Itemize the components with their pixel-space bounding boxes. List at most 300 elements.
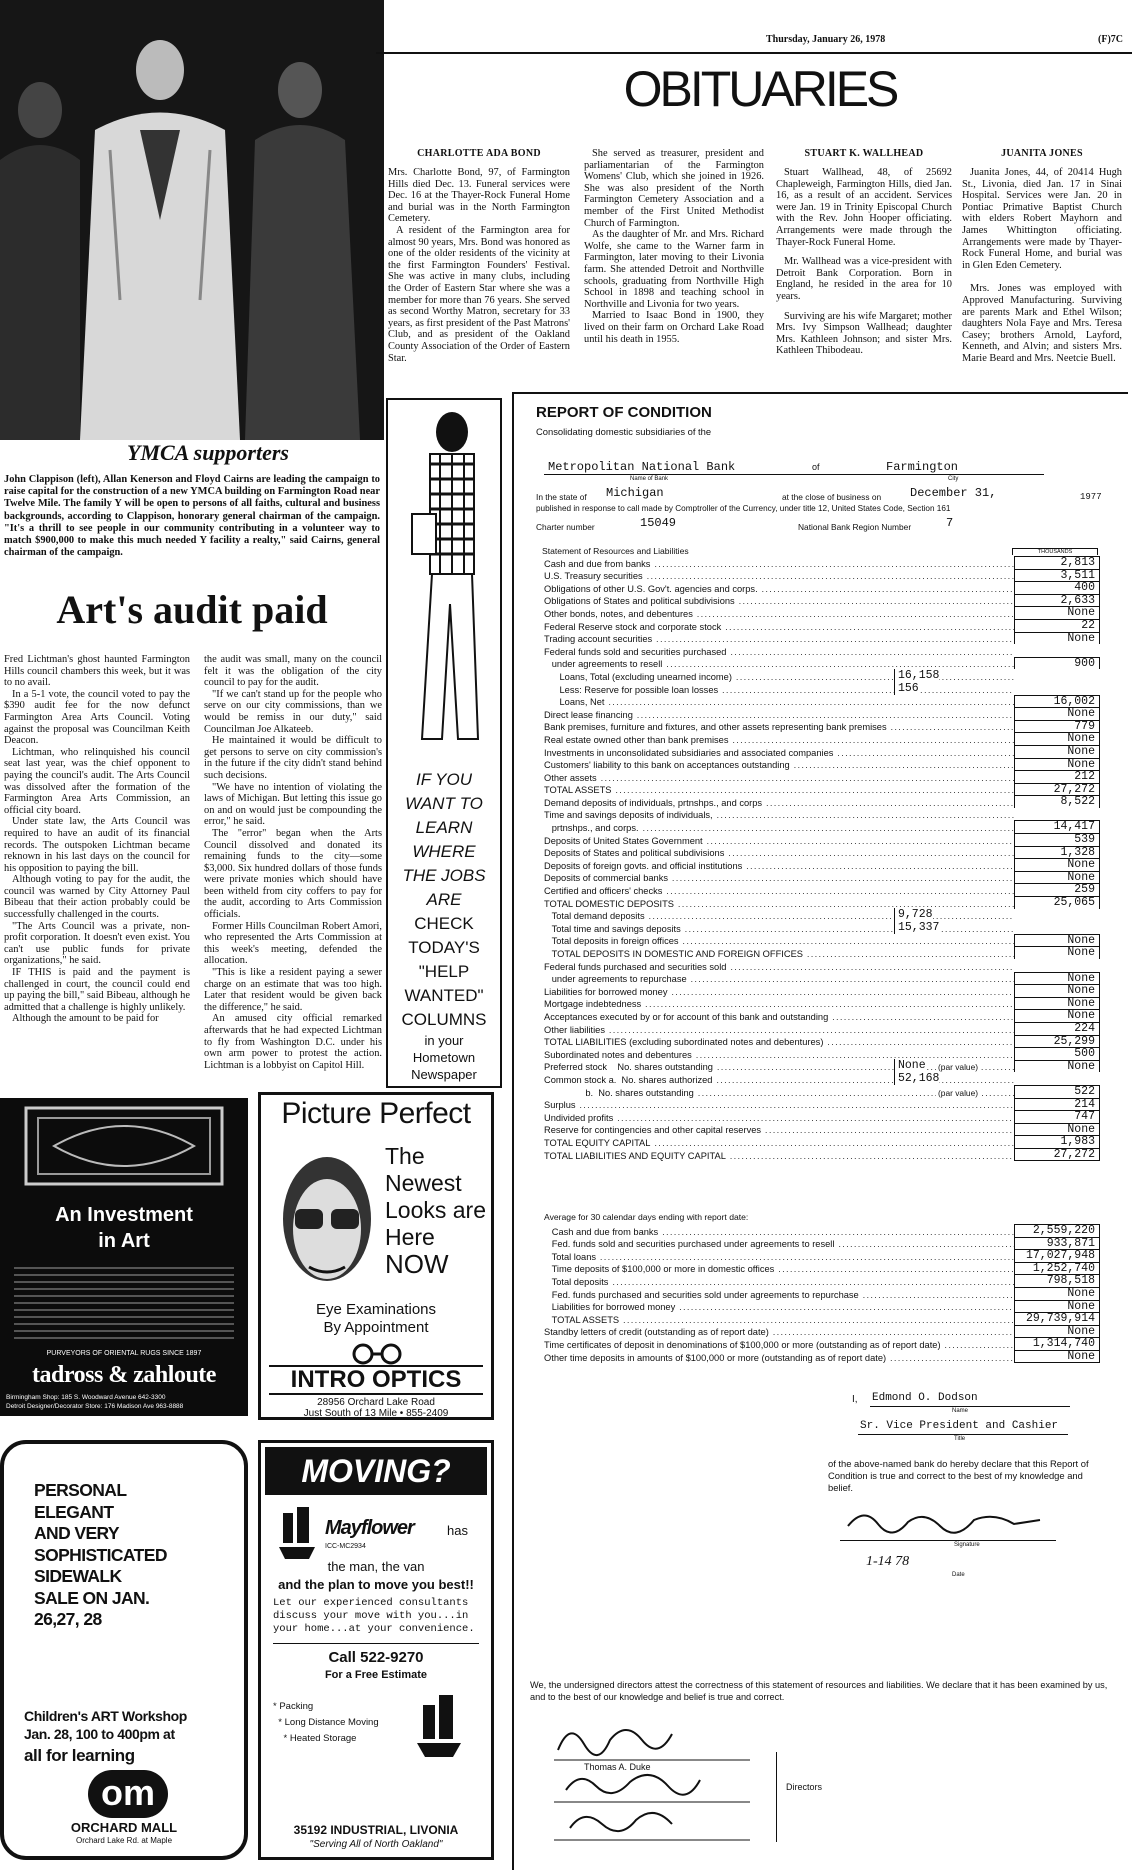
report-row-value: 8,522 bbox=[1014, 795, 1100, 808]
report-row-subvalue: 156 bbox=[894, 682, 919, 695]
report-row bbox=[544, 619, 1100, 632]
bank-name: Metropolitan National Bank bbox=[548, 460, 736, 474]
report-row-value: None bbox=[1014, 972, 1100, 985]
report-row-label: Other assets ..... bbox=[544, 773, 1014, 783]
audit-paragraph: Although the amount to be paid for bbox=[12, 1013, 159, 1025]
audit-paragraph: "If we can't stand up for the people who serve on our city commissions, than we would be remiss in our duty," said Councilman Joe Alkateeb. bbox=[204, 688, 382, 735]
rug-tagline: PURVEYORS OF ORIENTAL RUGS SINCE 1897 bbox=[46, 1350, 202, 1357]
state-label: In the state of bbox=[536, 492, 587, 502]
report-row-label: Reserve for contingencies and other capital reserves ..... bbox=[544, 1125, 1014, 1135]
report-row-label: Deposits of commercial banks ..... bbox=[544, 873, 1014, 883]
jobs-line: CHECK bbox=[414, 914, 474, 933]
report-row-label: Fed. funds purchased and securities sold under agreements to repurchase ..... bbox=[544, 1290, 1014, 1300]
report-row-label: Total deposits ..... bbox=[544, 1277, 1014, 1287]
report-row-label: TOTAL LIABILITIES (excluding subordinated notes and debentures) ..... bbox=[544, 1037, 1014, 1047]
moving-brand: Mayflower bbox=[325, 1517, 414, 1539]
audit-paragraph: An amused city official remarked afterwards that he had expected Lichtman to fly from Washington D.C. under his own arm power to protest the action. Lichtman is a lobbyist on Capitol Hill. bbox=[204, 1013, 382, 1071]
report-row-value: None bbox=[1014, 745, 1100, 758]
report-of-condition bbox=[512, 392, 1128, 1870]
report-row-value: None bbox=[1014, 758, 1100, 771]
mayflower-moving-ad bbox=[258, 1440, 494, 1860]
report-row-value: None bbox=[1014, 1350, 1100, 1363]
report-row bbox=[544, 997, 1100, 1010]
jobs-ad-text bbox=[388, 768, 500, 1083]
jobs-line: IF YOU bbox=[415, 770, 473, 789]
report-row-value: None bbox=[1014, 997, 1100, 1010]
optics-address-1: 28956 Orchard Lake Road bbox=[317, 1397, 435, 1408]
state-value: Michigan bbox=[606, 486, 664, 500]
report-row bbox=[544, 1287, 1100, 1300]
report-row-value: None bbox=[1014, 984, 1100, 997]
rug-headline-2: in Art bbox=[98, 1230, 150, 1252]
jobs-line: Newspaper bbox=[411, 1067, 477, 1082]
audit-paragraph: "This is like a resident paying a sewer charge on an estimate that was too high. Later that resident would be given back the difference," he said. bbox=[204, 967, 382, 1013]
report-row-value: None bbox=[1014, 858, 1100, 871]
report-row bbox=[544, 1123, 1100, 1136]
report-row-label: Obligations of other U.S. Gov't. agencies and corps. ..... bbox=[544, 584, 1014, 594]
report-row-label: Other liabilities ..... bbox=[544, 1025, 1014, 1035]
jobs-line: WANTED" bbox=[404, 986, 484, 1005]
declaration: of the above-named bank do hereby declare that this Report of Condition is true and correct to the best of my knowledge and belief. bbox=[828, 1458, 1089, 1493]
jobs-line: Hometown bbox=[412, 1050, 476, 1065]
report-row-label: Obligations of States and political subdivisions ..... bbox=[544, 596, 1014, 606]
report-row bbox=[544, 1098, 1100, 1111]
report-row bbox=[544, 1135, 1100, 1148]
report-row bbox=[544, 1312, 1100, 1325]
signer-title-label: Title bbox=[954, 1436, 966, 1442]
rug-copy-texture bbox=[14, 1262, 234, 1342]
report-row-value: 500 bbox=[1014, 1047, 1100, 1060]
report-row bbox=[544, 632, 1100, 645]
report-row-label: TOTAL ASSETS ..... bbox=[544, 785, 1014, 795]
report-row-label: Federal funds sold and securities purchased ..... bbox=[544, 647, 1014, 657]
report-row-label: Demand deposits of individuals, prtnshps., and corps ..... bbox=[544, 798, 1014, 808]
report-row-label: Deposits of foreign govts. and official institutions ..... bbox=[544, 861, 1014, 871]
report-row-value: 1,328 bbox=[1014, 846, 1100, 859]
report-row-value: None bbox=[1014, 934, 1100, 947]
rug-footer-1: Birmingham Shop: 185 S. Woodward Avenue 642-3300 bbox=[6, 1394, 166, 1401]
report-row-value bbox=[1014, 909, 1100, 922]
report-row-label: Mortgage indebtedness ..... bbox=[544, 999, 1014, 1009]
orchard-mall-ad bbox=[0, 1440, 248, 1860]
report-row bbox=[544, 1110, 1100, 1123]
report-subtitle: Consolidating domestic subsidiaries of the bbox=[536, 426, 712, 437]
report-row-value: 224 bbox=[1014, 1022, 1100, 1035]
director-signatures-icon bbox=[550, 1710, 750, 1850]
average-table bbox=[544, 1224, 1100, 1363]
optics-address-2: Just South of 13 Mile • 855-2409 bbox=[303, 1408, 449, 1419]
optics-lines bbox=[385, 1143, 493, 1278]
jobs-line: COLUMNS bbox=[401, 1010, 487, 1029]
report-row bbox=[544, 606, 1100, 619]
header-rule bbox=[376, 52, 1132, 54]
optics-exam-2: By Appointment bbox=[323, 1319, 429, 1336]
region-number: 7 bbox=[946, 516, 954, 530]
report-row bbox=[544, 783, 1100, 796]
obit-name: CHARLOTTE ADA BOND bbox=[417, 148, 541, 159]
report-row bbox=[544, 795, 1100, 808]
jobs-line: WANT TO bbox=[405, 794, 483, 813]
report-row bbox=[544, 581, 1100, 594]
report-row-label: Cash and due from banks ..... bbox=[544, 1227, 1014, 1237]
report-row bbox=[544, 1350, 1100, 1363]
audit-paragraph: Former Hills Councilman Robert Amori, who represented the Arts Commission at this week's meeting, defended the allocation. bbox=[204, 920, 382, 967]
report-row-value bbox=[1014, 808, 1100, 821]
signer-name: Edmond O. Dodson bbox=[872, 1392, 978, 1404]
average-label: Average for 30 calendar days ending with report date: bbox=[544, 1212, 749, 1222]
report-row-value: 22 bbox=[1014, 619, 1100, 632]
charter-label: Charter number bbox=[536, 522, 595, 532]
report-row-value bbox=[1014, 1072, 1100, 1085]
report-row-value: None bbox=[1014, 1300, 1100, 1313]
report-row-value: None bbox=[1014, 1123, 1100, 1136]
published-note: published in response to call made by Comptroller of the Currency, under title 12, United States Code, Section 161 bbox=[536, 504, 951, 513]
report-row-value: 779 bbox=[1014, 720, 1100, 733]
obit-paragraph: Stuart Wallhead, 48, of 25692 Chapleweigh, Farmington Hills, died Jan. 16, as a result of an accident. Services were Jan. 19 in Trinity Episcopal Church with the Rev. John Hooper officiating. Arrangements were made through the Thayer-Rock Funeral Home. bbox=[776, 167, 952, 248]
mall-line: SOPHISTICATED bbox=[34, 1544, 167, 1565]
report-row-label: Federal Reserve stock and corporate stock ..... bbox=[544, 622, 1014, 632]
audit-paragraph: In a 5-1 vote, the council voted to pay the $390 audit fee for the now defunct Farmington Area Arts Council. Voting against the proposal was Councilman Keith Deacon. bbox=[4, 688, 190, 747]
report-row-subvalue: 15,337 bbox=[894, 921, 939, 934]
report-row bbox=[544, 896, 1100, 909]
report-row-label: Federal funds purchased and securities sold ..... bbox=[544, 962, 1014, 972]
optics-line: The bbox=[385, 1143, 425, 1169]
signer-i: I, bbox=[852, 1394, 858, 1405]
moving-title: MOVING? bbox=[265, 1447, 487, 1495]
page-date: Thursday, January 26, 1978 bbox=[766, 34, 886, 45]
obit-juanita-jones bbox=[962, 148, 1122, 365]
report-row-label: Time and savings deposits of individuals, ..... bbox=[544, 810, 1014, 820]
report-row-value: 25,299 bbox=[1014, 1035, 1100, 1048]
report-row bbox=[544, 1337, 1100, 1350]
obit-stuart-wallhead bbox=[776, 148, 952, 357]
report-row bbox=[544, 569, 1100, 582]
moving-icc: ICC-MC2934 bbox=[325, 1543, 366, 1550]
report-row-label: prtnshps., and corps. ..... bbox=[544, 823, 1014, 833]
optics-brand: INTRO OPTICS bbox=[269, 1365, 483, 1395]
directors-label: Directors bbox=[786, 1782, 823, 1792]
signer-title-rule bbox=[858, 1434, 1068, 1435]
obit-paragraph: Juanita Jones, 44, of 20414 Hugh St., Livonia, died Jan. 17 in Sinai Hospital. Services were Jan. 20 in Pontiac Primative Baptist Church with elders Robert Mayhorn and James Whittington officiating. Arrangements were made by Thayer-Rock Funeral Home, and burial was in Glen Eden Cemetery. bbox=[962, 167, 1122, 271]
report-row-value: 212 bbox=[1014, 770, 1100, 783]
moving-address: 35192 INDUSTRIAL, LIVONIA bbox=[293, 1823, 459, 1837]
report-row-label: TOTAL ASSETS ..... bbox=[544, 1315, 1014, 1325]
jobs-line: ARE bbox=[426, 890, 462, 909]
report-row bbox=[544, 707, 1100, 720]
obit-paragraph: Mr. Wallhead was a vice-president with Detroit Bank Corporation. Born in England, he resided in the area for 10 years. bbox=[776, 256, 952, 302]
report-row bbox=[544, 770, 1100, 783]
report-row-label: Customers' liability to this bank on acceptances outstanding ..... bbox=[544, 760, 1014, 770]
report-row bbox=[544, 959, 1100, 972]
report-row-label: Total time and savings deposits ..... bbox=[544, 924, 1014, 934]
report-row-label: Liabilities for borrowed money ..... bbox=[544, 987, 1014, 997]
moving-line-1: the man, the van bbox=[327, 1559, 425, 1574]
report-row-label: Loans, Net ..... bbox=[544, 697, 1014, 707]
mall-learning: all for learning bbox=[24, 1746, 135, 1765]
report-row-label: TOTAL DEPOSITS IN DOMESTIC AND FOREIGN OFFICES ..... bbox=[544, 949, 1014, 959]
signer-rule bbox=[870, 1406, 1070, 1407]
report-row-value: 14,417 bbox=[1014, 820, 1100, 833]
optics-line: Newest bbox=[385, 1170, 462, 1196]
report-row bbox=[544, 758, 1100, 771]
audit-paragraph: "The Arts Council was a private, non-profit corporation. It doesn't even exist. You can't use public funds for private organizations," he said. bbox=[4, 920, 190, 967]
report-row-value: 214 bbox=[1014, 1098, 1100, 1111]
report-row-value bbox=[1014, 921, 1100, 934]
moving-line-3: Let our experienced consultants discuss your move with you...in your home...at your convenience. bbox=[273, 1597, 475, 1635]
report-row bbox=[544, 909, 1100, 922]
report-row-value: 933,871 bbox=[1014, 1237, 1100, 1250]
report-row-label: Surplus ..... bbox=[544, 1100, 1014, 1110]
report-row bbox=[544, 946, 1100, 959]
report-row-label: under agreements to resell ..... bbox=[544, 659, 1014, 669]
audit-paragraph: the audit was small, many on the council felt it was the obligation of the city council to pay for the audit. bbox=[204, 654, 382, 689]
report-row-value: 522 bbox=[1014, 1085, 1100, 1098]
audit-paragraph: Although voting to pay for the audit, the council was warned by City Attorney Paul Bibeau that their action probably could be successfully challenged in the courts. bbox=[4, 874, 190, 921]
audit-paragraph: Under state law, the Arts Council was required to have an audit of its financial records. The outspoken Lichtman became reknown in his last days on the council for his opposition to paying the bill. bbox=[4, 816, 190, 874]
signer-title: Sr. Vice President and Cashier bbox=[860, 1420, 1059, 1432]
mall-line: SALE ON JAN. bbox=[34, 1587, 150, 1608]
report-year: 1977 bbox=[1080, 492, 1102, 502]
report-row bbox=[544, 682, 1100, 695]
rug-footer-2: Detroit Designer/Decorator Store: 176 Madison Ave 963-8888 bbox=[6, 1403, 184, 1410]
report-row bbox=[544, 1300, 1100, 1313]
report-row-value: None bbox=[1014, 632, 1100, 645]
report-row-label: Undivided profits ..... bbox=[544, 1113, 1014, 1123]
report-row-label: Cash and due from banks ..... bbox=[544, 559, 1014, 569]
report-row bbox=[544, 644, 1100, 657]
report-row-label: Preferred stock No. shares outstanding ..... bbox=[544, 1062, 1014, 1072]
eyeglasses-icon bbox=[349, 1343, 405, 1365]
bank-city: Farmington bbox=[886, 460, 959, 474]
region-label: National Bank Region Number bbox=[798, 522, 912, 532]
report-row-label: Certified and officers' checks ..... bbox=[544, 886, 1014, 896]
mall-name: ORCHARD MALL bbox=[70, 1820, 178, 1835]
report-row-value bbox=[1014, 682, 1100, 695]
report-row bbox=[544, 1085, 1100, 1098]
report-row-value: 25,065 bbox=[1014, 896, 1100, 909]
obit-charlotte-bond bbox=[388, 148, 570, 364]
rug-icon bbox=[24, 1106, 224, 1186]
report-row-value bbox=[1014, 669, 1100, 682]
rug-brand: tadross & zahloute bbox=[32, 1362, 216, 1388]
mall-line: AND VERY bbox=[34, 1523, 119, 1543]
mall-logo: om bbox=[88, 1770, 168, 1818]
audit-col-1 bbox=[4, 654, 190, 1025]
obit-charlotte-bond-cont bbox=[584, 148, 764, 345]
report-row-value: 3,511 bbox=[1014, 569, 1100, 582]
report-row-value: 2,813 bbox=[1014, 556, 1100, 569]
date-handwritten: 1-14 78 bbox=[866, 1554, 910, 1569]
help-wanted-ad bbox=[386, 398, 502, 1088]
signature-label: Signature bbox=[954, 1542, 980, 1548]
report-row bbox=[544, 695, 1100, 708]
report-row bbox=[544, 984, 1100, 997]
report-row bbox=[544, 871, 1100, 884]
report-row bbox=[544, 883, 1100, 896]
report-row-value: 400 bbox=[1014, 581, 1100, 594]
report-row bbox=[544, 1022, 1100, 1035]
audit-col-2 bbox=[204, 654, 382, 1071]
obit-paragraph: Mrs. Charlotte Bond, 97, of Farmington Hills died Dec. 13. Funeral services were Dec. 16 at the Thayer-Rock Funeral Home and burial was in the North Farmington Cemetery. bbox=[388, 167, 570, 225]
rug-ad bbox=[0, 1098, 248, 1416]
mall-workshop-1: Children's ART Workshop bbox=[24, 1708, 187, 1724]
moving-line-2: and the plan to move you best!! bbox=[278, 1577, 474, 1592]
man-illustration-icon bbox=[392, 404, 498, 744]
report-row bbox=[544, 808, 1100, 821]
report-row-value: None bbox=[1014, 1325, 1100, 1338]
report-row-value: 259 bbox=[1014, 883, 1100, 896]
report-row bbox=[544, 1009, 1100, 1022]
report-row-label: Investments in unconsolidated subsidiaries and associated companies ..... bbox=[544, 748, 1014, 758]
jobs-line: THE JOBS bbox=[402, 866, 486, 885]
moving-services bbox=[273, 1699, 413, 1747]
ymca-photo bbox=[0, 0, 384, 440]
report-row-value: None bbox=[1014, 732, 1100, 745]
report-row-value: 539 bbox=[1014, 833, 1100, 846]
report-row bbox=[544, 1072, 1100, 1085]
ship-icon bbox=[273, 1503, 321, 1563]
report-row bbox=[544, 1262, 1100, 1275]
report-row-value: 16,002 bbox=[1014, 695, 1100, 708]
report-row-label: Time deposits of $100,000 or more in domestic offices ..... bbox=[544, 1264, 1014, 1274]
attestation: We, the undersigned directors attest the correctness of this statement of resources and liabilities. We declare that it has been examined by us, and to the best of our knowledge and belief is true and correct. bbox=[530, 1680, 1108, 1702]
audit-paragraph: He maintained it would be difficult to get persons to serve on city commission's in the future if the city didn't stand behind such decisions. bbox=[204, 735, 382, 781]
report-row-label: Subordinated notes and debentures ..... bbox=[544, 1050, 1014, 1060]
report-row-label: b. No. shares outstanding ..... bbox=[544, 1088, 1014, 1098]
report-row-label: Loans, Total (excluding unearned income) ..... bbox=[544, 672, 1014, 682]
report-row-value: 798,518 bbox=[1014, 1274, 1100, 1287]
obit-paragraph: A resident of the Farmington area for almost 90 years, Mrs. Bond was honored as one of the older residents of the vicinity at the first Farmington Founders' Festival. She was active in many clubs, including the Order of Eastern Star where she was a member for more than 76 years. She served as second Worthy Matron, secretary for 33 years, as first president of the Past Matrons' Club, and as president of the Oakland County Association of the Order of Eastern Star. bbox=[388, 224, 570, 364]
report-row-label: Deposits of United States Government ..... bbox=[544, 836, 1014, 846]
report-row-label: U.S. Treasury securities ..... bbox=[544, 571, 1014, 581]
bank-of: of bbox=[812, 462, 820, 472]
moving-free: For a Free Estimate bbox=[324, 1669, 428, 1681]
mall-sale-text bbox=[34, 1480, 234, 1631]
report-row-label: Total demand deposits ..... bbox=[544, 911, 1014, 921]
report-row-value: None bbox=[1014, 1009, 1100, 1022]
face-glasses-icon bbox=[269, 1139, 385, 1299]
optics-title: Picture Perfect bbox=[281, 1097, 471, 1130]
report-row-value: 1,252,740 bbox=[1014, 1262, 1100, 1275]
report-row-value: 17,027,948 bbox=[1014, 1249, 1100, 1262]
report-row-value: 900 bbox=[1014, 657, 1100, 670]
optics-exam-1: Eye Examinations bbox=[315, 1301, 437, 1318]
obit-paragraph: Mrs. Jones was employed with Approved Manufacturing. Surviving are parents Mark and Ethel Wilson; daughters Nola Faye and Mrs. Teresa Casey; brothers Arnold, Layford, Kenneth, and Alvin; and sisters Mrs. Marie Beard and Mrs. Neetcie Buell. bbox=[962, 283, 1122, 364]
rug-headline-1: An Investment bbox=[55, 1204, 193, 1226]
report-row-value: 27,272 bbox=[1014, 1148, 1100, 1161]
close-label: at the close of business on bbox=[782, 492, 882, 502]
report-row-subvalue: 52,168 bbox=[894, 1072, 939, 1085]
report-row bbox=[544, 858, 1100, 871]
audit-paragraph: The "error" began when the Arts Council dissolved and donated its remaining funds to the city—some $3,000. Six hundred dollars of those funds were private monies which should have been witheld from city coffers to pay for the audit, according to Arts Commission officials. bbox=[204, 827, 382, 921]
report-row-label: Total deposits in foreign offices ..... bbox=[544, 936, 1014, 946]
obit-paragraph: She served as treasurer, president and parliamentarian of the Farmington Womens' Club, which she joined in 1926. She was also president of the North Farmington Cemetery Association and a member of the First United Methodist Church of Farmington. bbox=[584, 148, 764, 229]
mall-address: Orchard Lake Rd. at Maple bbox=[75, 1836, 173, 1845]
page-number: (F)7C bbox=[1098, 34, 1123, 45]
report-row bbox=[544, 1274, 1100, 1287]
report-row-value bbox=[1014, 959, 1100, 972]
mall-workshop-2: Jan. 28, 100 to 400pm at bbox=[24, 1726, 175, 1742]
report-row bbox=[544, 972, 1100, 985]
moving-divider bbox=[273, 1643, 479, 1644]
report-row bbox=[544, 556, 1100, 569]
jobs-line: in your bbox=[424, 1033, 464, 1048]
report-row-label: Deposits of States and political subdivisions ..... bbox=[544, 848, 1014, 858]
report-row bbox=[544, 669, 1100, 682]
report-row-value: None bbox=[1014, 606, 1100, 619]
report-row-label: Bank premises, furniture and fixtures, and other assets representing bank premises ..... bbox=[544, 722, 1014, 732]
ship-icon bbox=[411, 1691, 467, 1759]
report-row-label: Real estate owned other than bank premises ..... bbox=[544, 735, 1014, 745]
moving-slogan: "Serving All of North Oakland" bbox=[309, 1839, 443, 1850]
report-row-label: Common stock a. No. shares authorized ..... bbox=[544, 1075, 1014, 1085]
report-row bbox=[544, 934, 1100, 947]
audit-paragraph: IF THIS is paid and the payment is challenged in court, the council could end up paying the bill," said Bibeau, although he admitted that a challenge is highly unlikely. bbox=[4, 967, 190, 1013]
jobs-line: "HELP bbox=[418, 962, 470, 981]
report-row bbox=[544, 657, 1100, 670]
report-row-value: None bbox=[1014, 1287, 1100, 1300]
report-row bbox=[544, 745, 1100, 758]
report-row-value: 1,983 bbox=[1014, 1135, 1100, 1148]
obit-name: STUART K. WALLHEAD bbox=[804, 148, 924, 159]
bank-city-label: City bbox=[948, 476, 959, 482]
obit-paragraph: Surviving are his wife Margaret; mother Mrs. Ivy Simpson Wallhead; daughter Mrs. Kathleen Johnson; and sister Mrs. Kathleen Thibodeau. bbox=[776, 310, 952, 357]
moving-service-item: * Heated Storage bbox=[273, 1733, 357, 1744]
report-row bbox=[544, 1224, 1100, 1237]
resources-table bbox=[544, 556, 1100, 1161]
intro-optics-ad bbox=[258, 1092, 494, 1420]
report-row-value: 747 bbox=[1014, 1110, 1100, 1123]
report-row-label: Total loans ..... bbox=[544, 1252, 1014, 1262]
report-row bbox=[544, 921, 1100, 934]
report-row bbox=[544, 820, 1100, 833]
statement-label: Statement of Resources and Liabilities bbox=[542, 546, 689, 556]
date-label: Date bbox=[952, 1572, 965, 1578]
report-row-value: 1,314,740 bbox=[1014, 1337, 1100, 1350]
section-title: OBITUARIES bbox=[623, 61, 897, 117]
report-row-subvalue: 16,158 bbox=[894, 669, 939, 682]
charter-number: 15049 bbox=[640, 516, 677, 530]
par-value-label: (par value) bbox=[938, 1062, 979, 1073]
audit-paragraph: Lichtman, who relinquished his council seat last year, was the chief opponent to paying the council's audit. The Arts Council was dissolved after the formation of the Farmington Area Arts Commission, an official city board. bbox=[4, 746, 190, 816]
obit-paragraph: As the daughter of Mr. and Mrs. Richard Wolfe, she came to the Warner farm in Farmington, later moving to their Livonia farm. She attended Detroit and Northville schools, graduating from Northville High School in 1898 and teaching school in Northville and Livonia for two years. bbox=[584, 229, 764, 310]
report-row bbox=[544, 1325, 1100, 1338]
report-row bbox=[544, 720, 1100, 733]
report-row-value: 2,633 bbox=[1014, 594, 1100, 607]
report-row-label: Liabilities for borrowed money ..... bbox=[544, 1302, 1014, 1312]
mall-line: 26,27, 28 bbox=[34, 1609, 102, 1629]
report-row-label: Direct lease financing ..... bbox=[544, 710, 1014, 720]
report-row-label: TOTAL LIABILITIES AND EQUITY CAPITAL ..... bbox=[544, 1151, 1014, 1161]
par-value-label: (par value) bbox=[938, 1087, 979, 1098]
optics-line: NOW bbox=[385, 1249, 449, 1279]
report-row-value: 27,272 bbox=[1014, 783, 1100, 796]
bank-name-rule bbox=[544, 474, 1044, 475]
director-printed-name: Thomas A. Duke bbox=[584, 1762, 651, 1772]
ymca-photo-image bbox=[0, 0, 384, 440]
report-row-value: 29,739,914 bbox=[1014, 1312, 1100, 1325]
report-row bbox=[544, 1060, 1100, 1073]
moving-has: has bbox=[447, 1523, 468, 1538]
report-row-value: None bbox=[1014, 871, 1100, 884]
ymca-caption: John Clappison (left), Allan Kenerson and Floyd Cairns are leading the campaign to raise capital for the construction of a new YMCA building on Farmington Road near Twelve Mile. The family Y will be open to persons of all faiths, cultural and business backgrounds, according to Clappison, honorary general chairman of the campaign. "It's a thrill to see people in our community contributing in a volunteer way to match $900,000 to make this much needed Y facility a realty," said Cairns, general chairman of the campaign. bbox=[4, 474, 380, 559]
report-row-value: None bbox=[1014, 707, 1100, 720]
mall-line: PERSONAL bbox=[34, 1480, 127, 1500]
report-row bbox=[544, 1148, 1100, 1161]
audit-paragraph: "We have no intention of violating the laws of Michigan. But letting this issue go on and on would just be compounding the error," he said. bbox=[204, 781, 382, 828]
report-row-subvalue: 9,728 bbox=[894, 908, 933, 921]
moving-call: Call 522-9270 bbox=[328, 1649, 424, 1666]
